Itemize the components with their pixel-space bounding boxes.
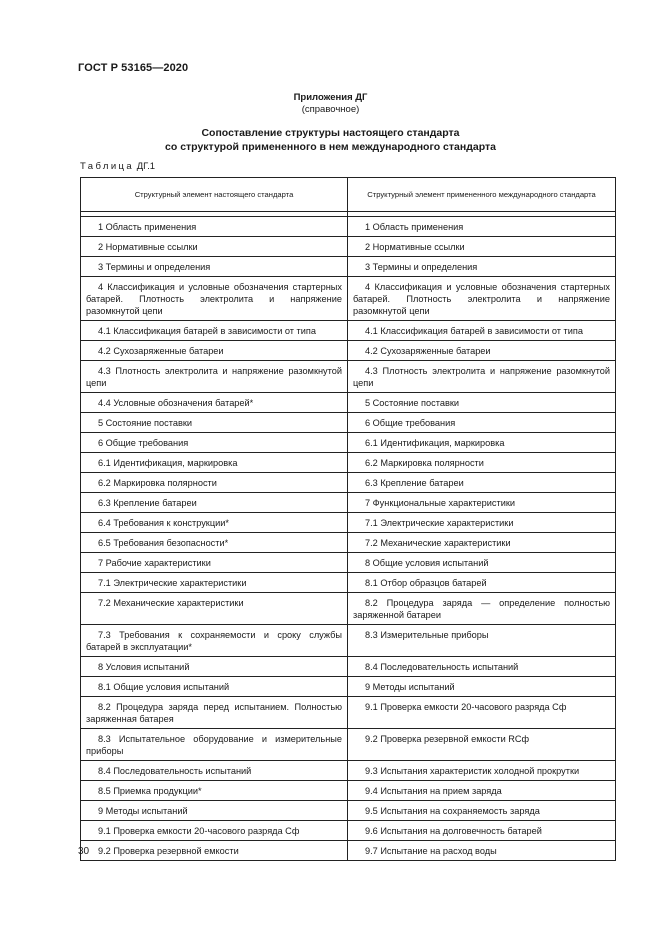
table-row xyxy=(81,533,616,553)
table-cell-international: 8.1 Отбор образцов батарей xyxy=(348,573,616,593)
table-cell-international: 7.1 Электрические характеристики xyxy=(348,513,616,533)
table-cell-national: 6.4 Требования к конструкции* xyxy=(81,513,348,533)
table-cell-national: 7.3 Требования к сохраняемости и сроку службы батарей в эксплуатации* xyxy=(81,625,348,657)
table-cell-international: 5 Состояние поставки xyxy=(348,393,616,413)
table-cell-national: 8.1 Общие условия испытаний xyxy=(81,677,348,697)
table-row xyxy=(81,513,616,533)
table-cell-international: 9.4 Испытания на прием заряда xyxy=(348,781,616,801)
table-cell-international: 4.2 Сухозаряженные батареи xyxy=(348,341,616,361)
table-cell-international: 8.2 Процедура заряда — определение полностью заряженной батареи xyxy=(348,593,616,625)
table-cell-international: 1 Область применения xyxy=(348,217,616,237)
table-header-row xyxy=(81,178,616,212)
table-cell-international: 8.4 Последовательность испытаний xyxy=(348,657,616,677)
table-row xyxy=(81,841,616,861)
table-cell-international: 8 Общие условия испытаний xyxy=(348,553,616,573)
table-cell-international: 4 Классификация и условные обозначения стартерных батарей. Плотность электролита и напряжение разомкнутой цепи xyxy=(348,277,616,321)
table-cell-national: 6.5 Требования безопасности* xyxy=(81,533,348,553)
table-cell-international: 8.3 Измерительные приборы xyxy=(348,625,616,657)
table-cell-international: 6.2 Маркировка полярности xyxy=(348,453,616,473)
table-cell-international: 9.5 Испытания на сохраняемость заряда xyxy=(348,801,616,821)
table-cell-international: 6.3 Крепление батареи xyxy=(348,473,616,493)
document-title-line-2: со структурой примененного в нем международного стандарта xyxy=(165,141,496,153)
table-cell-international: 9.2 Проверка резервной емкости RCф xyxy=(348,729,616,761)
table-row xyxy=(81,697,616,729)
table-row xyxy=(81,573,616,593)
table-row xyxy=(81,277,616,321)
table-row xyxy=(81,413,616,433)
table-cell-national: 7 Рабочие характеристики xyxy=(81,553,348,573)
table-cell-national: 9.2 Проверка резервной емкости xyxy=(81,841,348,861)
table-row xyxy=(81,433,616,453)
table-cell-national: 8.5 Приемка продукции* xyxy=(81,781,348,801)
table-cell-national: 6.3 Крепление батареи xyxy=(81,493,348,513)
table-cell-national: 6.1 Идентификация, маркировка xyxy=(81,453,348,473)
table-cell-national: 4.3 Плотность электролита и напряжение разомкнутой цепи xyxy=(81,361,348,393)
table-cell-national: 6.2 Маркировка полярности xyxy=(81,473,348,493)
table-cell-national: 4.2 Сухозаряженные батареи xyxy=(81,341,348,361)
table-row xyxy=(81,393,616,413)
table-row xyxy=(81,341,616,361)
table-row xyxy=(81,453,616,473)
table-label-prefix: Таблица xyxy=(80,161,135,172)
table-cell-international: 6.1 Идентификация, маркировка xyxy=(348,433,616,453)
table-row xyxy=(81,625,616,657)
table-cell-national: 6 Общие требования xyxy=(81,433,348,453)
table-cell-international: 9.6 Испытания на долговечность батарей xyxy=(348,821,616,841)
table-row xyxy=(81,321,616,341)
page-number: 30 xyxy=(78,846,90,857)
table-row xyxy=(81,493,616,513)
table-cell-national: 2 Нормативные ссылки xyxy=(81,237,348,257)
table-row xyxy=(81,677,616,697)
table-cell-international: 4.3 Плотность электролита и напряжение разомкнутой цепи xyxy=(348,361,616,393)
table-row xyxy=(81,217,616,237)
table-cell-national: 9.1 Проверка емкости 20-часового разряда Cф xyxy=(81,821,348,841)
table-cell-international: 2 Нормативные ссылки xyxy=(348,237,616,257)
appendix-note: (справочное) xyxy=(301,104,360,115)
table-row xyxy=(81,593,616,625)
table-cell-national: 8.3 Испытательное оборудование и измерительные приборы xyxy=(81,729,348,761)
table-row xyxy=(81,781,616,801)
table-cell-international: 6 Общие требования xyxy=(348,413,616,433)
table-row xyxy=(81,553,616,573)
table-row xyxy=(81,473,616,493)
table-cell-national: 4.4 Условные обозначения батарей* xyxy=(81,393,348,413)
column-header-international: Структурный элемент примененного международного стандарта xyxy=(348,178,616,212)
table-cell-national: 3 Термины и определения xyxy=(81,257,348,277)
table-label xyxy=(80,161,155,172)
table-cell-national: 7.2 Механические характеристики xyxy=(81,593,348,625)
table-cell-international: 7 Функциональные характеристики xyxy=(348,493,616,513)
table-cell-national: 1 Область применения xyxy=(81,217,348,237)
table-label-number: ДГ.1 xyxy=(134,161,156,172)
table-cell-national: 7.1 Электрические характеристики xyxy=(81,573,348,593)
table-cell-international: 9.3 Испытания характеристик холодной прокрутки xyxy=(348,761,616,781)
table-cell-national: 5 Состояние поставки xyxy=(81,413,348,433)
table-row xyxy=(81,821,616,841)
table-cell-international: 9.7 Испытание на расход воды xyxy=(348,841,616,861)
table-cell-national: 8.4 Последовательность испытаний xyxy=(81,761,348,781)
table-cell-international: 7.2 Механические характеристики xyxy=(348,533,616,553)
table-cell-international: 3 Термины и определения xyxy=(348,257,616,277)
table-row xyxy=(81,801,616,821)
table-cell-national: 9 Методы испытаний xyxy=(81,801,348,821)
table-cell-national: 8 Условия испытаний xyxy=(81,657,348,677)
appendix-title: Приложения ДГ xyxy=(293,92,368,103)
table-cell-international: 9 Методы испытаний xyxy=(348,677,616,697)
table-row xyxy=(81,761,616,781)
table-row xyxy=(81,237,616,257)
comparison-table xyxy=(80,177,616,861)
table-cell-national: 8.2 Процедура заряда перед испытанием. Полностью заряженная батарея xyxy=(81,697,348,729)
table-row xyxy=(81,361,616,393)
table-cell-national: 4.1 Классификация батарей в зависимости от типа xyxy=(81,321,348,341)
table-cell-national: 4 Классификация и условные обозначения стартерных батарей. Плотность электролита и напряжение разомкнутой цепи xyxy=(81,277,348,321)
table-cell-international: 9.1 Проверка емкости 20-часового разряда Cф xyxy=(348,697,616,729)
table-row xyxy=(81,729,616,761)
table-row xyxy=(81,257,616,277)
table-row xyxy=(81,657,616,677)
standard-header: ГОСТ Р 53165—2020 xyxy=(78,62,189,74)
table-cell-international: 4.1 Классификация батарей в зависимости от типа xyxy=(348,321,616,341)
document-title-line-1: Сопоставление структуры настоящего стандарта xyxy=(201,127,460,139)
column-header-national: Структурный элемент настоящего стандарта xyxy=(81,178,348,212)
